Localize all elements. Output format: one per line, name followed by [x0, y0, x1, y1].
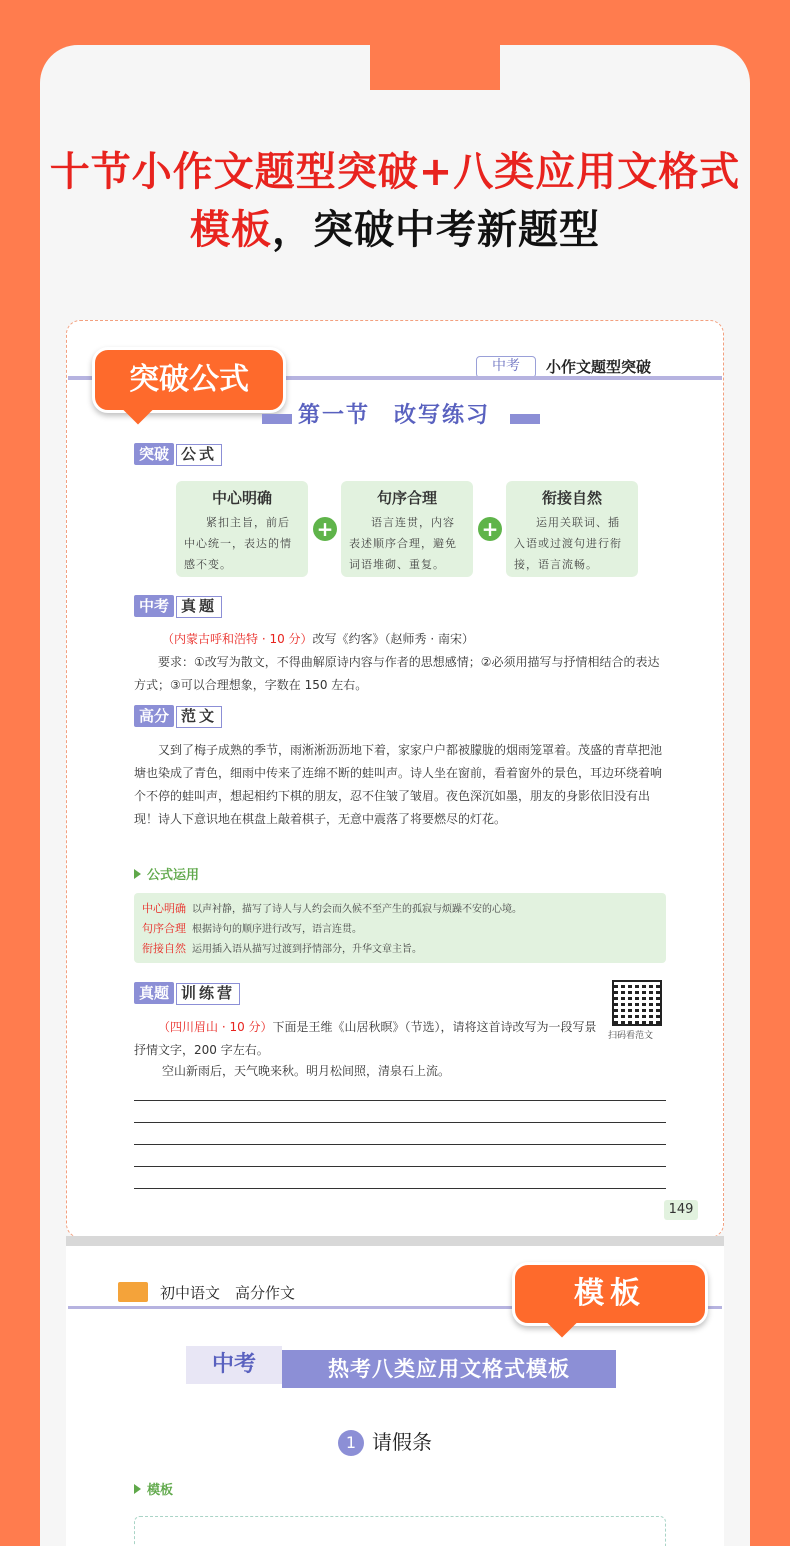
callout-formula	[92, 347, 286, 413]
training-source: （四川眉山 · 10 分）	[158, 1020, 273, 1034]
item-title-text: 请假条	[372, 1430, 432, 1454]
formula-use-key: 衔接自然	[142, 942, 186, 955]
formula-box-desc: 运用关联词、插入语或过渡句进行衔接，语言流畅。	[514, 516, 622, 571]
label-training	[134, 982, 240, 1004]
label-train-a: 真题	[134, 982, 174, 1004]
banner-right: 热考八类应用文格式模板	[282, 1350, 616, 1388]
formula-box-desc: 紧扣主旨，前后中心统一，表达的情感不变。	[184, 516, 292, 571]
label-exam-a: 中考	[134, 595, 174, 617]
label-formula-b: 公式	[176, 444, 222, 466]
formula-box-title: 中心明确	[211, 489, 272, 507]
headline-line-1: 十节小作文题型突破+八类应用文格式	[49, 149, 741, 195]
formula-use-row	[142, 919, 658, 939]
template-heading: 模板	[134, 1479, 173, 1498]
writing-line	[134, 1144, 666, 1145]
callout-formula-label: 突破公式	[129, 362, 249, 397]
qr-code-icon[interactable]	[612, 980, 662, 1026]
page2-running-head-text: 初中语文 高分作文	[160, 1284, 296, 1302]
writing-line	[134, 1188, 666, 1189]
page-number: 149	[664, 1200, 698, 1220]
label-exam-b: 真题	[176, 596, 222, 618]
formula-use-row	[142, 939, 658, 959]
formula-box-center	[176, 481, 308, 577]
section-title-text: 第一节 改写练习	[298, 403, 491, 428]
label-exam	[134, 595, 222, 617]
model-essay-text: 又到了梅子成熟的季节，雨淅淅沥沥地下着，家家户户都被朦胧的烟雨笼罩着。茂盛的青草把池塘也染成了青色，细雨中传来了连绵不断的蛙叫声。诗人坐在窗前，看着窗外的景色，耳边环绕着响个不停的蛙叫声，想起相约下棋的朋友，忍不住皱了皱眉。夜色深沉如墨，朋友的身影依旧没有出现！诗人下意识地在棋盘上敲着棋子，无意中震落了将要燃尽的灯花。	[134, 743, 663, 826]
formula-box-title: 句序合理	[376, 489, 437, 507]
formula-box-transition	[506, 481, 638, 577]
item-title	[338, 1426, 432, 1456]
exam-task: 改写《约客》（赵师秀 · 南宋）	[312, 632, 474, 646]
formula-use-value: 根据诗句的顺序进行改写，语言连贯。	[192, 924, 362, 935]
label-formula-a: 突破	[134, 443, 174, 465]
formula-use-key: 句序合理	[142, 922, 186, 935]
formula-box-desc: 语言连贯，内容表述顺序合理，避免词语堆砌、重复。	[349, 516, 457, 571]
card-notch	[396, 6, 474, 84]
label-model-essay	[134, 705, 222, 727]
training-question	[134, 1016, 606, 1062]
label-formula	[134, 443, 222, 465]
running-head-title: 小作文题型突破	[546, 358, 652, 376]
plus-icon: +	[478, 517, 502, 541]
callout-template	[512, 1262, 708, 1326]
item-number-badge: 1	[338, 1430, 364, 1456]
page2-running-head	[118, 1282, 295, 1303]
formula-use-heading: 公式运用	[134, 864, 199, 883]
template-banner	[186, 1346, 616, 1388]
section-title-bar-left	[262, 414, 292, 424]
callout-template-label: 模板	[574, 1276, 646, 1311]
qr-caption: 扫码看范文	[608, 1031, 654, 1041]
plus-icon: +	[313, 517, 337, 541]
label-train-b: 训练营	[176, 983, 240, 1005]
template-box	[134, 1516, 666, 1546]
writing-line	[134, 1100, 666, 1101]
book-logo-icon	[118, 1282, 148, 1302]
section-title	[262, 398, 540, 426]
running-head-tag: 中考	[476, 356, 536, 378]
formula-use-value: 运用插入语从描写过渡到抒情部分，升华文章主旨。	[192, 944, 422, 955]
headline-rest: ，突破中考新题型	[272, 207, 600, 253]
training-poem: 空山新雨后，天气晚来秋。明月松间照，清泉石上流。	[162, 1064, 451, 1078]
exam-source: （内蒙古呼和浩特 · 10 分）	[162, 632, 313, 646]
exam-requirements: 要求：①改写为散文，不得曲解原诗内容与作者的思想感情；②必须用描写与抒情相结合的表达方式；③可以合理想象，字数在 150 左右。	[134, 655, 660, 692]
running-head	[472, 356, 724, 378]
formula-box-order	[341, 481, 473, 577]
formula-use-box	[134, 893, 666, 963]
headline-line-2	[0, 198, 790, 255]
writing-line	[134, 1122, 666, 1123]
label-model-b: 范文	[176, 706, 222, 728]
headline-highlight: 模板	[190, 207, 272, 253]
section-title-bar-right	[510, 414, 540, 424]
writing-line	[134, 1166, 666, 1167]
training-task: 下面是王维《山居秋暝》（节选），请将这首诗改写为一段写景抒情文字，200 字左右。	[134, 1020, 597, 1057]
exam-question	[134, 628, 666, 651]
page-divider	[66, 1236, 724, 1246]
formula-use-key: 中心明确	[142, 902, 186, 915]
formula-use-value: 以声衬静，描写了诗人与人约会而久候不至产生的孤寂与烦躁不安的心境。	[192, 904, 522, 915]
formula-use-row	[142, 899, 658, 919]
banner-left: 中考	[186, 1346, 282, 1384]
label-model-a: 高分	[134, 705, 174, 727]
formula-box-title: 衔接自然	[541, 489, 602, 507]
